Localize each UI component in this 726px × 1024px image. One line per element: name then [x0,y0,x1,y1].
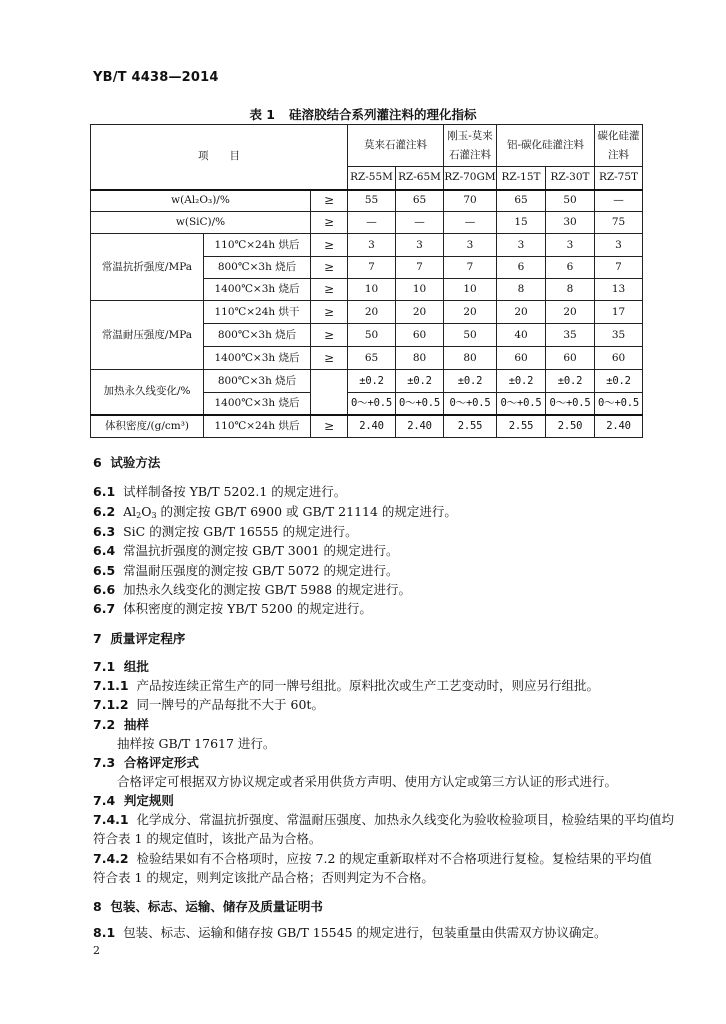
row-group-label: 加热永久线变化/% [91,370,204,415]
cell: 8 [546,279,595,301]
properties-table [90,124,643,438]
grade-rz55m: RZ-55M [348,167,396,190]
clause-7-1-heading: 7.1 组批 [93,659,149,674]
cell: 60 [595,347,643,370]
grade-rz15t: RZ-15T [497,167,546,190]
clause-7-4-2-line1: 7.4.2 检验结果如有不合格项时，应按 7.2 的规定重新取样对不合格项进行复检。复检结果的平均值 [93,851,652,866]
clause-7-3-heading: 7.3 合格评定形式 [93,755,199,770]
cell: ±0.2 [546,370,595,393]
ge-symbol: ≥ [311,324,348,347]
cell: 6 [546,257,595,279]
cell: 60 [497,347,546,370]
cell: 50 [546,190,595,212]
cell: — [396,212,444,234]
table-caption [0,105,726,123]
header-item: 项 目 [91,125,348,190]
cell: 30 [546,212,595,234]
clause-7-1-2: 7.1.2 同一牌号的产品每批不大于 60t。 [93,697,324,712]
cell: 13 [595,279,643,301]
clause-7-4-heading: 7.4 判定规则 [93,793,174,808]
grade-rz70gm: RZ-70GM [444,167,497,190]
condition: 110℃×24h 烘后 [204,234,311,257]
condition: 800℃×3h 烧后 [204,324,311,347]
cell: 7 [348,257,396,279]
condition: 1400℃×3h 烧后 [204,279,311,301]
clause-6-2: 6.2 $Al_2O_3$ 的测定按 GB/T 6900 或 GB/T 21114 的规定进行。 [93,504,457,520]
cell: — [595,190,643,212]
cell: 55 [348,190,396,212]
section-7-heading: 7 质量评定程序 [93,631,186,646]
clause-8-1: 8.1 包装、标志、运输和储存按 GB/T 15545 的规定进行，包装重量由供需双方协议确定。 [93,925,607,940]
cell: 20 [444,301,497,324]
section-6-heading: 6 试验方法 [93,455,161,470]
cell: 20 [497,301,546,324]
grade-rz30t: RZ-30T [546,167,595,190]
section-8-heading: 8 包装、标志、运输、储存及质量证明书 [93,899,323,914]
cell: 0～+0.5 [348,393,396,415]
clause-6-6: 6.6 加热永久线变化的测定按 GB/T 5988 的规定进行。 [93,582,412,597]
cell: 3 [348,234,396,257]
cell: 10 [444,279,497,301]
cell: 35 [546,324,595,347]
cell: 0～+0.5 [396,393,444,415]
clause-6-1: 6.1 试样制备按 YB/T 5202.1 的规定进行。 [93,484,347,499]
condition: 800℃×3h 烧后 [204,370,311,393]
cell: 50 [444,324,497,347]
condition: 1400℃×3h 烧后 [204,347,311,370]
clause-7-2-heading: 7.2 抽样 [93,717,149,732]
standard-code: YB/T 4438—2014 [93,70,219,85]
row-label: w(Al₂O₃)/% [91,190,311,212]
condition: 1400℃×3h 烧后 [204,393,311,415]
clause-7-1-1: 7.1.1 产品按连续正常生产的同一牌号组批。原料批次或生产工艺变动时，则应另行组批。 [93,678,600,693]
cell: 15 [497,212,546,234]
cell: 2.50 [546,415,595,438]
cell: ±0.2 [497,370,546,393]
row-group-label: 常温抗折强度/MPa [91,234,204,301]
clause-7-4-1-line1: 7.4.1 化学成分、常温抗折强度、常温耐压强度、加热永久线变化为验收检验项目，检验结果的平均值均 [93,812,675,827]
ge-symbol: ≥ [311,257,348,279]
grade-rz75t: RZ-75T [595,167,643,190]
condition: 110℃×24h 烘后 [204,415,311,438]
clause-7-4-1-line2: 符合表 1 的规定值时，该批产品为合格。 [93,831,322,846]
cell: 20 [348,301,396,324]
cell: 0～+0.5 [595,393,643,415]
group-mullite: 莫来石灌注料 [348,125,444,167]
page-number: 2 [93,944,100,957]
header-row-groups [91,125,643,167]
cell: 40 [497,324,546,347]
cell: ±0.2 [348,370,396,393]
row-compressive-110 [91,301,643,324]
cell: 75 [595,212,643,234]
cell: 65 [396,190,444,212]
table-number: 表 1 [249,107,276,122]
cell: — [444,212,497,234]
row-label: 体积密度/(g/cm³) [91,415,204,438]
cell: 3 [546,234,595,257]
cell: 7 [396,257,444,279]
row-label: w(SiC)/% [91,212,311,234]
cell: 0～+0.5 [497,393,546,415]
cell: 2.55 [497,415,546,438]
cell: 10 [396,279,444,301]
row-density [91,415,643,438]
cell: 2.40 [396,415,444,438]
cell: 80 [396,347,444,370]
row-flexural-110 [91,234,643,257]
cell: 3 [444,234,497,257]
table-title: 硅溶胶结合系列灌注料的理化指标 [289,107,477,122]
clause-6-7: 6.7 体积密度的测定按 YB/T 5200 的规定进行。 [93,601,372,616]
cell: 60 [546,347,595,370]
ge-symbol: ≥ [311,415,348,438]
group-corundum-mullite: 刚玉-莫来石灌注料 [444,125,497,167]
cell: 0～+0.5 [444,393,497,415]
cell: 8 [497,279,546,301]
ge-symbol: ≥ [311,234,348,257]
cell: ±0.2 [444,370,497,393]
condition: 110℃×24h 烘干 [204,301,311,324]
cell: 70 [444,190,497,212]
clause-7-4-2-line2: 符合表 1 的规定，则判定该批产品合格；否则判定为不合格。 [93,870,434,885]
condition: 800℃×3h 烧后 [204,257,311,279]
ge-symbol: ≥ [311,190,348,212]
cell: 7 [595,257,643,279]
clause-6-4: 6.4 常温抗折强度的测定按 GB/T 3001 的规定进行。 [93,543,399,558]
cell: 7 [444,257,497,279]
cell: 3 [396,234,444,257]
ge-symbol: ≥ [311,279,348,301]
row-al2o3 [91,190,643,212]
clause-6-3: 6.3 SiC 的测定按 GB/T 16555 的规定进行。 [93,524,358,539]
cell: 2.55 [444,415,497,438]
cell: 6 [497,257,546,279]
cell: 17 [595,301,643,324]
cell: 50 [348,324,396,347]
cell: 2.40 [595,415,643,438]
cell: 20 [396,301,444,324]
cell: — [348,212,396,234]
cell: 65 [348,347,396,370]
cell: 10 [348,279,396,301]
clause-7-3-text: 合格评定可根据双方协议规定或者采用供货方声明、使用方认定或第三方认证的形式进行。 [117,774,618,789]
row-group-label: 常温耐压强度/MPa [91,301,204,370]
cell: 0～+0.5 [546,393,595,415]
grade-rz65m: RZ-65M [396,167,444,190]
group-sic: 碳化硅灌注料 [595,125,643,167]
cell: 65 [497,190,546,212]
cell: 3 [595,234,643,257]
group-alumina-sic: 铝-碳化硅灌注料 [497,125,595,167]
ge-symbol: ≥ [311,212,348,234]
row-linear-800 [91,370,643,393]
cell: 35 [595,324,643,347]
cell: ±0.2 [396,370,444,393]
ge-symbol: ≥ [311,301,348,324]
cell: 80 [444,347,497,370]
range-symbol [311,370,348,415]
cell: 3 [497,234,546,257]
row-sic [91,212,643,234]
cell: 60 [396,324,444,347]
cell: ±0.2 [595,370,643,393]
cell: 20 [546,301,595,324]
ge-symbol: ≥ [311,347,348,370]
clause-6-5: 6.5 常温耐压强度的测定按 GB/T 5072 的规定进行。 [93,563,399,578]
cell: 2.40 [348,415,396,438]
clause-7-2-text: 抽样按 GB/T 17617 进行。 [117,736,276,751]
